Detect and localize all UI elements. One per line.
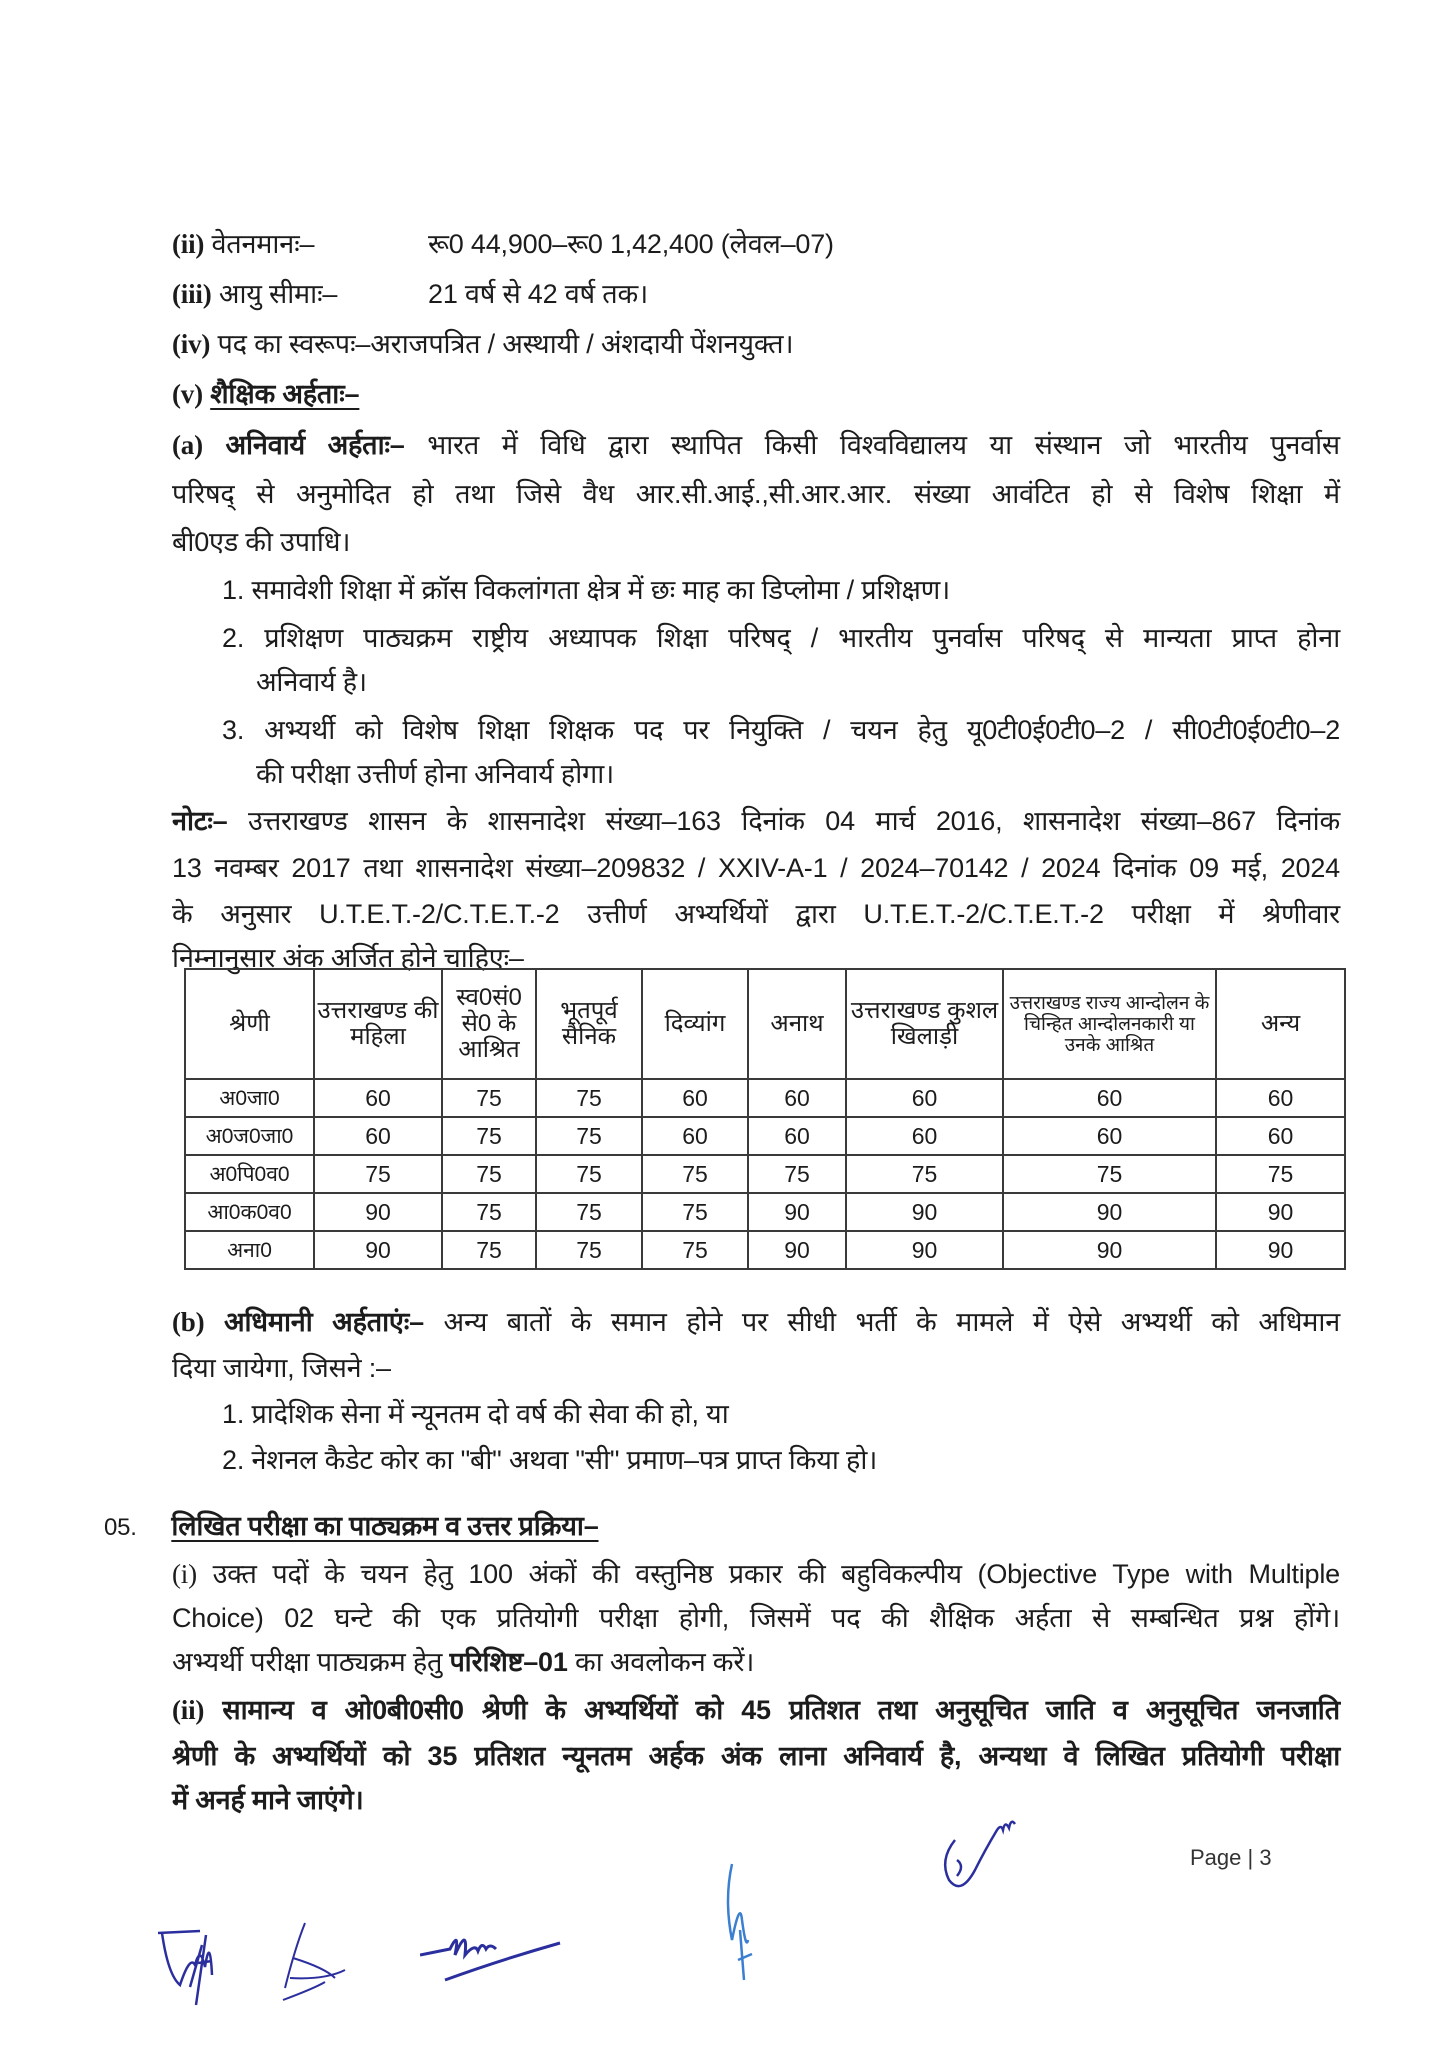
cell: 60	[748, 1079, 846, 1117]
cell: 90	[314, 1193, 442, 1231]
essential-line-3: बी0एड की उपाधि।	[172, 527, 351, 557]
cell: 60	[1003, 1117, 1216, 1155]
header-orphan: अनाथ	[748, 969, 846, 1079]
preferential-line-1	[172, 1304, 1340, 1340]
point-number: 2.	[222, 1445, 245, 1475]
cell: 60	[1216, 1079, 1345, 1117]
note-line-2: 13 नवम्बर 2017 तथा शासनादेश संख्या–209832 / XXIV-A-1 / 2024–70142 / 2024 दिनांक 09 मई, 2024	[172, 853, 1340, 883]
cell: 90	[846, 1193, 1003, 1231]
point-number: 1.	[222, 575, 245, 605]
cell: 90	[846, 1231, 1003, 1269]
cell: 60	[1216, 1117, 1345, 1155]
note-line-4: निम्नानुसार अंक अर्जित होने चाहिएः–	[172, 943, 524, 973]
post-nature-row	[172, 326, 793, 362]
table-row	[185, 1155, 1345, 1193]
cell: 90	[1216, 1231, 1345, 1269]
preferential-text: अन्य बातों के समान होने पर सीधी भर्ती के मामले में ऐसे अभ्यर्थी को अधिमान	[443, 1307, 1340, 1337]
item-number: (a)	[172, 430, 203, 460]
essential-label: अनिवार्य अर्हताः–	[225, 430, 405, 460]
pay-scale-value: रू0 44,900–रू0 1,42,400 (लेवल–07)	[428, 229, 834, 259]
cell: 90	[1003, 1193, 1216, 1231]
cell: 75	[536, 1117, 642, 1155]
table-row	[185, 1231, 1345, 1269]
item-number: (iii)	[172, 279, 212, 309]
signature-4-icon	[720, 1860, 770, 1990]
essential-point-3	[222, 712, 1340, 748]
item-number: (b)	[172, 1307, 205, 1337]
section-5-para-1-line-2: Choice) 02 घन्टे की एक प्रतियोगी परीक्षा होगी, जिसमें पद की शैक्षिक अर्हता से सम्बन्धित प्रश्न होंगे।	[172, 1603, 1340, 1633]
appendix-reference: परिशिष्ट–01	[449, 1647, 568, 1677]
cell: 60	[314, 1117, 442, 1155]
cell: 90	[314, 1231, 442, 1269]
essential-point-2-cont: अनिवार्य है।	[256, 667, 367, 697]
header-state-agitators: उत्तराखण्ड राज्य आन्दोलन के चिन्हित आन्दोलनकारी या उनके आश्रित	[1003, 969, 1216, 1079]
point-number: 3.	[222, 715, 245, 745]
cell: 90	[748, 1231, 846, 1269]
cell: 75	[748, 1155, 846, 1193]
row-category: अ0जा0	[185, 1079, 314, 1117]
para-text: उक्त पदों के चयन हेतु 100 अंकों की वस्तुनिष्ठ प्रकार की बहुविकल्पीय (Objective Type with Multiple	[212, 1559, 1340, 1589]
point-text: प्रशिक्षण पाठ्यक्रम राष्ट्रीय अध्यापक शिक्षा परिषद् / भारतीय पुनर्वास परिषद् से मान्यता प्राप्त होना	[264, 623, 1340, 653]
para-text: का अवलोकन करें।	[575, 1647, 755, 1677]
header-other: अन्य	[1216, 969, 1345, 1079]
age-limit-value: 21 वर्ष से 42 वर्ष तक।	[428, 279, 649, 309]
section-5-para-2-line-1	[172, 1692, 1340, 1728]
edu-qual-label: शैक्षिक अर्हताः–	[210, 379, 360, 409]
note-text: उत्तराखण्ड शासन के शासनादेश संख्या–163 दिनांक 04 मार्च 2016, शासनादेश संख्या–867 दिनांक	[247, 806, 1340, 836]
cell: 75	[642, 1155, 748, 1193]
row-category: अ0ज0जा0	[185, 1117, 314, 1155]
row-category: अ0पि0व0	[185, 1155, 314, 1193]
cell: 75	[442, 1193, 536, 1231]
cell: 75	[536, 1079, 642, 1117]
page-number: Page | 3	[1190, 1845, 1272, 1870]
pay-scale-label: वेतनमानः–	[211, 229, 315, 259]
essential-point-2	[222, 620, 1340, 656]
cell: 90	[1003, 1231, 1216, 1269]
cell: 75	[1216, 1155, 1345, 1193]
section-number: 05.	[104, 1514, 137, 1541]
cell: 60	[846, 1117, 1003, 1155]
table-header-row	[185, 969, 1345, 1079]
note-line-3: के अनुसार U.T.E.T.-2/C.T.E.T.-2 उत्तीर्ण अभ्यर्थियों द्वारा U.T.E.T.-2/C.T.E.T.-2 परीक्षा में श्रेणीवार	[172, 899, 1340, 929]
header-category: श्रेणी	[185, 969, 314, 1079]
row-category: आ0क0व0	[185, 1193, 314, 1231]
cell: 60	[314, 1079, 442, 1117]
age-limit-row	[172, 276, 337, 312]
table-row	[185, 1117, 1345, 1155]
header-uk-women: उत्तराखण्ड की महिला	[314, 969, 442, 1079]
cell: 75	[642, 1193, 748, 1231]
section-5-heading	[104, 1508, 599, 1546]
header-skilled-sportsperson: उत्तराखण्ड कुशल खिलाड़ी	[846, 969, 1003, 1079]
section-5-para-1-line-1	[172, 1556, 1340, 1592]
post-nature-value: अराजपत्रित / अस्थायी / अंशदायी पेंशनयुक्त।	[370, 329, 794, 359]
essential-line-1	[172, 427, 1340, 463]
para-text: सामान्य व ओ0बी0सी0 श्रेणी के अभ्यर्थियों को 45 प्रतिशत तथा अनुसूचित जाति व अनुसूचित जनजाति	[222, 1695, 1340, 1725]
table-row	[185, 1193, 1345, 1231]
marks-table	[184, 968, 1346, 1270]
cell: 90	[1216, 1193, 1345, 1231]
section-5-para-1-line-3	[172, 1644, 754, 1680]
point-text: नेशनल कैडेट कोर का "बी" अथवा "सी" प्रमाण–पत्र प्राप्त किया हो।	[251, 1445, 878, 1475]
cell: 75	[442, 1231, 536, 1269]
section-title: लिखित परीक्षा का पाठ्यक्रम व उत्तर प्रक्रिया–	[171, 1511, 599, 1541]
para-text: अभ्यर्थी परीक्षा पाठ्यक्रम हेतु	[172, 1647, 443, 1677]
note-line-1	[172, 803, 1340, 839]
signature-1-icon	[150, 1915, 270, 2015]
essential-point-1	[222, 572, 950, 608]
essential-point-3-cont: की परीक्षा उत्तीर्ण होना अनिवार्य होगा।	[256, 759, 615, 789]
cell: 75	[642, 1231, 748, 1269]
section-5-para-2-line-2: श्रेणी के अभ्यर्थियों को 35 प्रतिशत न्यूनतम अर्हक अंक लाना अनिवार्य है, अन्यथा वे लिखित प्रतियोगी परीक्षा	[172, 1741, 1340, 1771]
cell: 90	[748, 1193, 846, 1231]
item-number: (ii)	[172, 229, 205, 259]
cell: 60	[642, 1117, 748, 1155]
point-text: समावेशी शिक्षा में क्रॉस विकलांगता क्षेत्र में छः माह का डिप्लोमा / प्रशिक्षण।	[251, 575, 951, 605]
cell: 75	[1003, 1155, 1216, 1193]
item-number: (ii)	[172, 1695, 205, 1725]
age-limit-label: आयु सीमाः–	[218, 279, 338, 309]
cell: 75	[536, 1155, 642, 1193]
cell: 75	[846, 1155, 1003, 1193]
edu-qual-heading	[172, 376, 359, 412]
preferential-line-2: दिया जायेगा, जिसने :–	[172, 1353, 391, 1383]
header-freedom-fighter-dependents: स्व0सं0 से0 के आश्रित	[442, 969, 536, 1079]
cell: 60	[748, 1117, 846, 1155]
essential-line-2: परिषद् से अनुमोदित हो तथा जिसे वैध आर.सी.आई.,सी.आर.आर. संख्या आवंटित हो से विशेष शिक्षा में	[172, 479, 1340, 509]
table-row	[185, 1079, 1345, 1117]
row-category: अना0	[185, 1231, 314, 1269]
point-number: 1.	[222, 1399, 245, 1429]
item-number: (v)	[172, 379, 203, 409]
section-5-para-2-line-3: में अनर्ह माने जाएंगे।	[172, 1785, 364, 1815]
signature-3-icon	[420, 1915, 590, 1995]
cell: 60	[642, 1079, 748, 1117]
essential-text: भारत में विधि द्वारा स्थापित किसी विश्वविद्यालय या संस्थान जो भारतीय पुनर्वास	[427, 430, 1340, 460]
point-number: 2.	[222, 623, 245, 653]
signature-2-icon	[265, 1918, 365, 2008]
point-text: प्रादेशिक सेना में न्यूनतम दो वर्ष की सेवा की हो, या	[251, 1399, 729, 1429]
header-disabled: दिव्यांग	[642, 969, 748, 1079]
cell: 60	[1003, 1079, 1216, 1117]
signature-5-icon	[935, 1810, 1025, 1900]
post-nature-label: पद का स्वरूपः–	[217, 329, 371, 359]
item-number: (i)	[172, 1559, 197, 1589]
cell: 75	[442, 1155, 536, 1193]
cell: 75	[442, 1117, 536, 1155]
cell: 75	[536, 1231, 642, 1269]
preferential-label: अधिमानी अर्हताएंः–	[224, 1307, 424, 1337]
preferential-point-1	[222, 1396, 729, 1432]
cell: 75	[442, 1079, 536, 1117]
cell: 75	[314, 1155, 442, 1193]
point-text: अभ्यर्थी को विशेष शिक्षा शिक्षक पद पर नियुक्ति / चयन हेतु यू0टी0ई0टी0–2 / सी0टी0ई0टी0–2	[264, 715, 1341, 745]
pay-scale-row	[172, 226, 314, 262]
header-ex-servicemen: भूतपूर्व सैनिक	[536, 969, 642, 1079]
item-number: (iv)	[172, 329, 211, 359]
cell: 60	[846, 1079, 1003, 1117]
note-label: नोटः–	[172, 806, 228, 836]
cell: 75	[536, 1193, 642, 1231]
preferential-point-2	[222, 1442, 877, 1478]
